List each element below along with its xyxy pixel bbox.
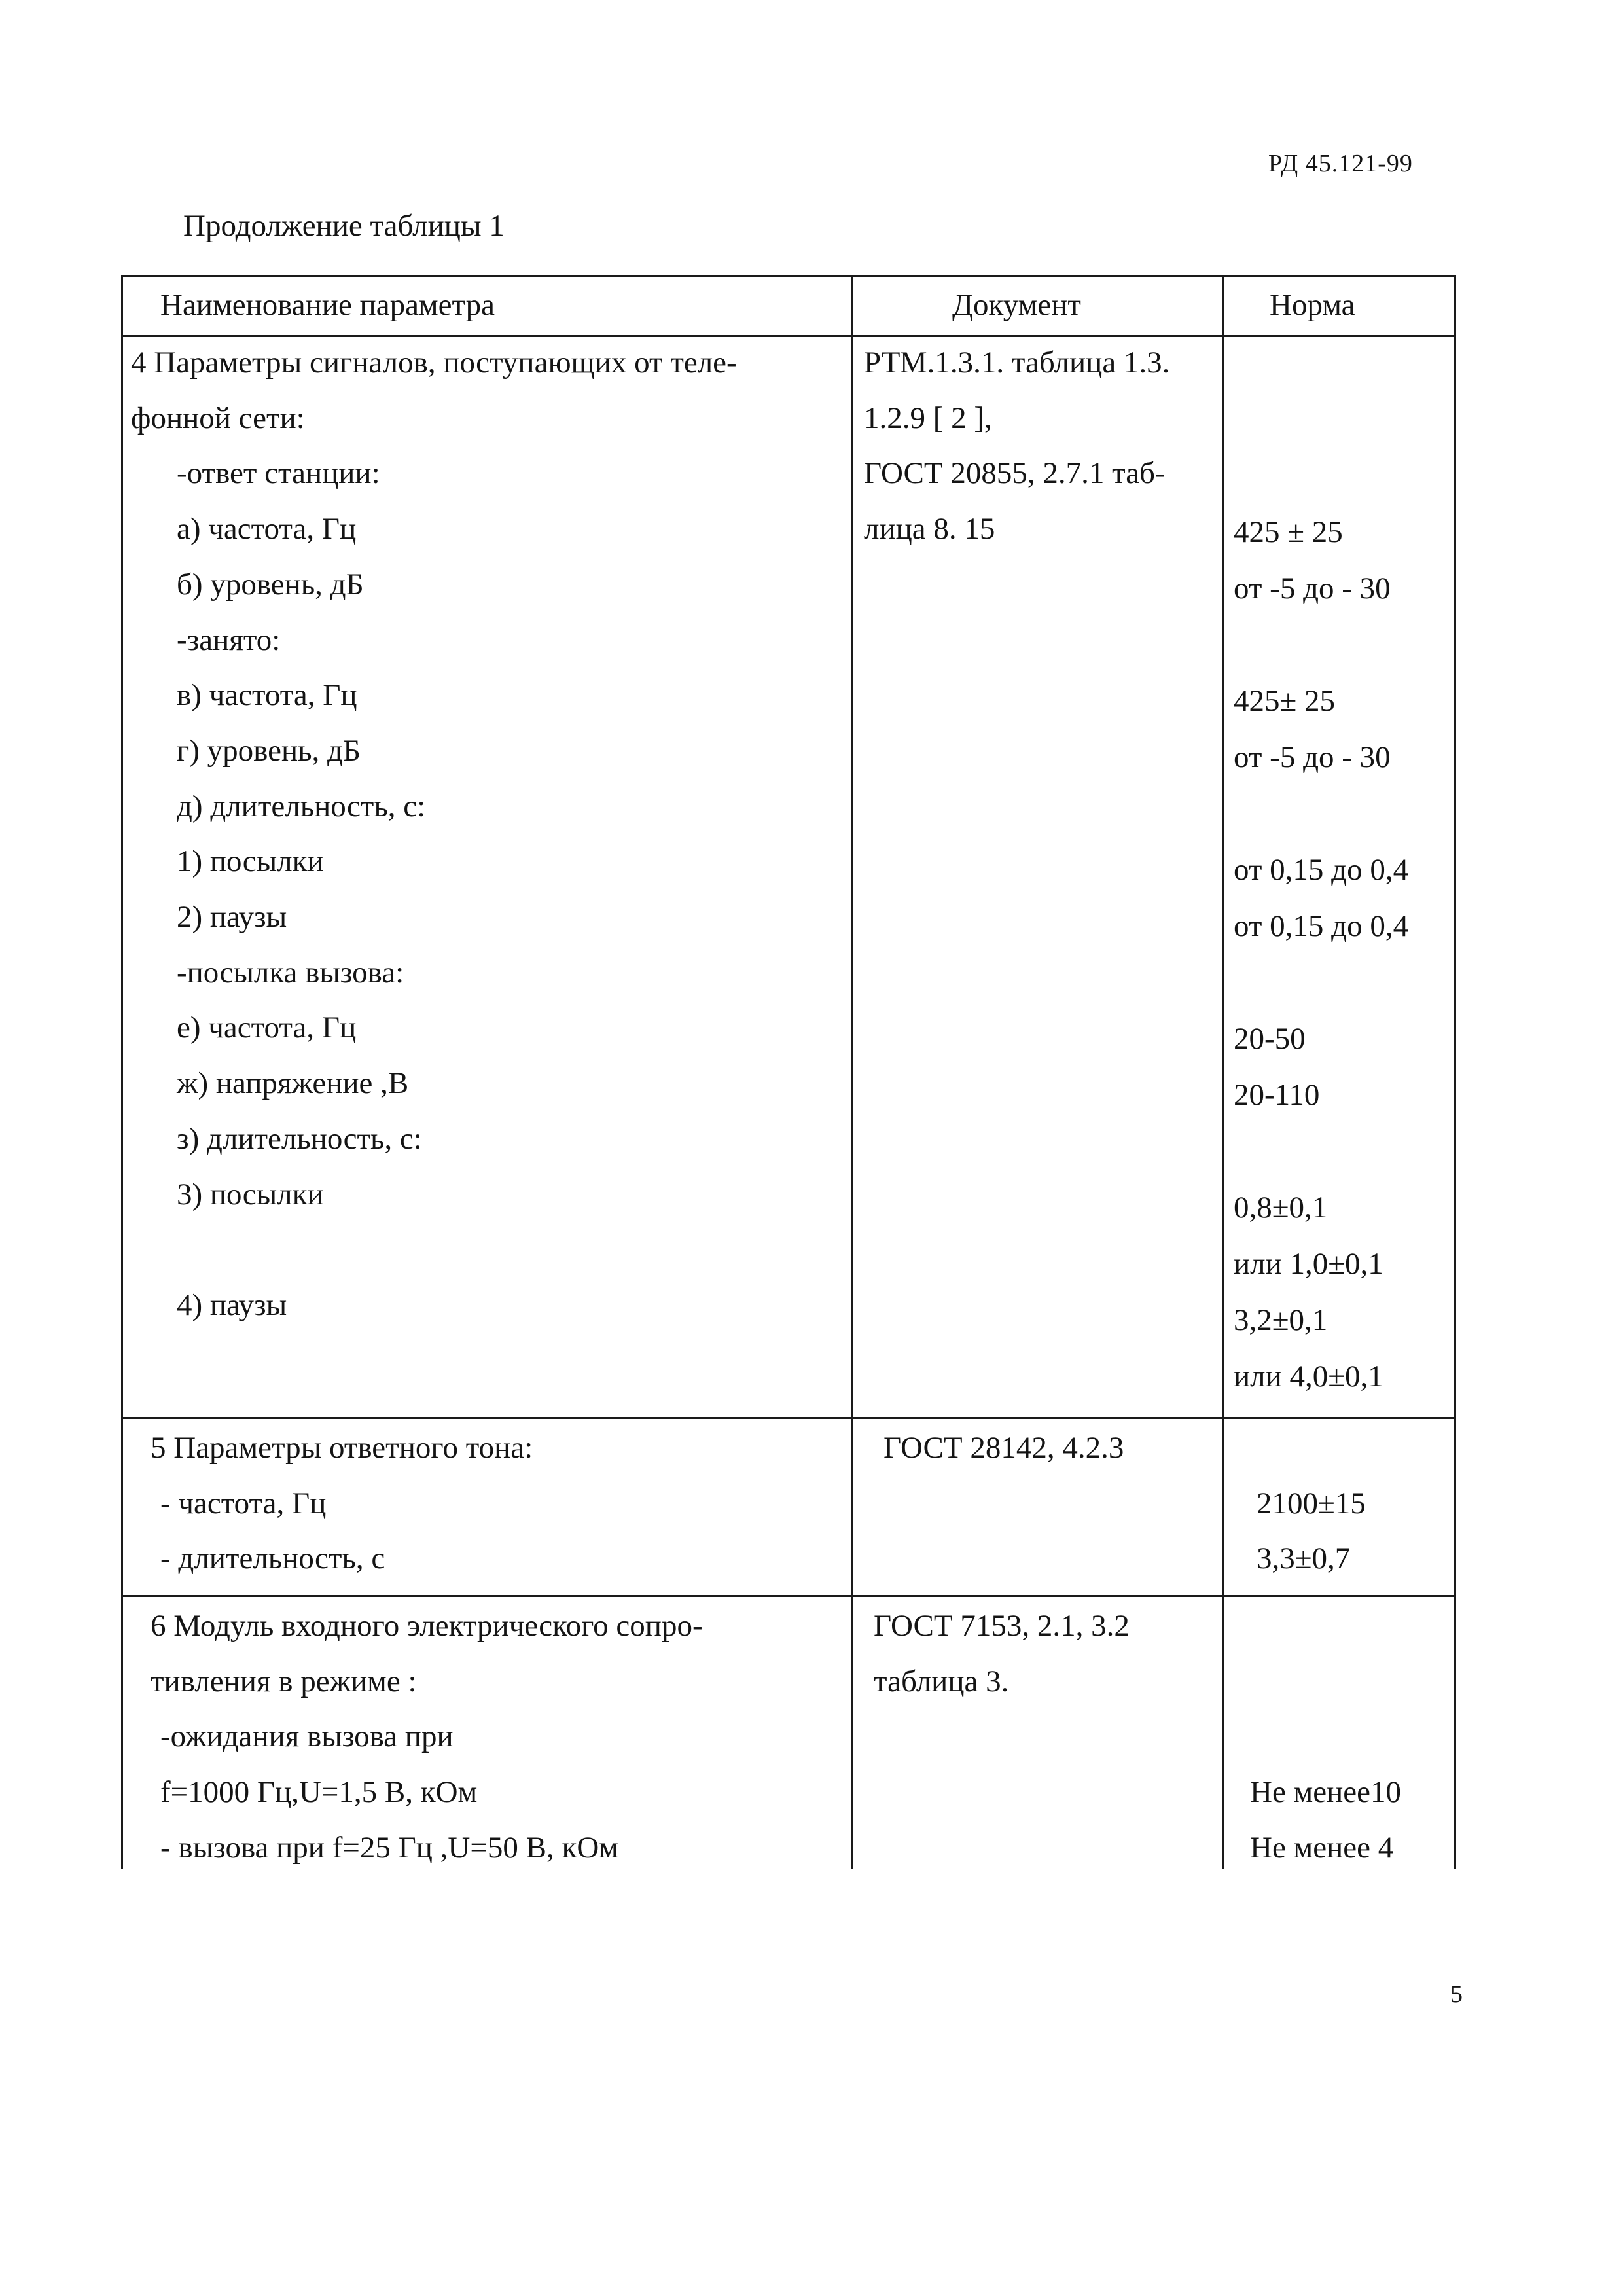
param-line: - вызова при f=25 Гц ,U=50 В, кОм [160,1830,618,1865]
param-line: з) длительность, с: [177,1121,422,1156]
norm-line: от 0,15 до 0,4 [1234,853,1409,887]
param-line: в) частота, Гц [177,678,357,713]
norm-line [1257,1420,1450,1476]
doc-line: таблица 3. [874,1664,1009,1698]
norm-line: 20-110 [1234,1078,1320,1112]
norm-line: от 0,15 до 0,4 [1234,909,1409,943]
column-separator [121,275,123,1869]
norm-line [1234,617,1450,673]
param-line: - частота, Гц [160,1486,327,1520]
document-code: РД 45.121-99 [1268,150,1413,177]
param-line: фонной сети: [131,401,305,435]
norm-cell-5 [1257,1420,1450,1587]
norm-cell-6 [1250,1598,1450,1876]
param-line: 4) паузы [177,1287,287,1322]
norm-line [1234,785,1450,842]
norm-line: или 1,0±0,1 [1234,1247,1383,1281]
column-separator [1222,275,1224,1869]
param-line: 6 Модуль входного электрического сопро- [151,1609,703,1643]
norm-line: Не менее10 [1250,1775,1402,1810]
param-line: 1) посылки [177,844,324,879]
param-line: - длительность, с [160,1541,385,1576]
column-header-parameter: Наименование параметра [160,288,495,322]
param-line: f=1000 Гц,U=1,5 В, кОм [160,1775,478,1810]
column-header-document: Документ [952,288,1081,322]
param-line: е) частота, Гц [177,1011,357,1045]
param-line: ж) напряжение ,В [177,1066,409,1101]
doc-cell-6 [874,1598,1217,1709]
column-separator [851,275,853,1869]
norm-line: Не менее 4 [1250,1830,1394,1865]
norm-line: 425± 25 [1234,684,1336,718]
param-line: д) длительность, с: [177,789,426,823]
norm-line: 2100±15 [1257,1486,1366,1520]
column-separator [1454,275,1456,1869]
doc-line: 1.2.9 [ 2 ], [864,401,992,435]
norm-line [1234,335,1450,391]
table-caption: Продолжение таблицы 1 [183,209,505,243]
norm-line [1250,1654,1450,1710]
norm-line [1250,1709,1450,1765]
norm-line: от -5 до - 30 [1234,571,1391,605]
norm-cell-4 [1234,335,1450,1405]
doc-line: лица 8. 15 [864,512,995,547]
doc-line: ГОСТ 28142, 4.2.3 [883,1431,1124,1465]
param-line: 3) посылки [177,1177,324,1211]
norm-line: или 4,0±0,1 [1234,1359,1383,1393]
norm-line: 425 ± 25 [1234,515,1343,549]
param-line: -ожидания вызова при [160,1719,454,1754]
norm-line [1234,391,1450,448]
norm-line: 20-50 [1234,1022,1306,1056]
param-line: -ответ станции: [177,456,380,491]
doc-line: ГОСТ 20855, 2.7.1 таб- [864,456,1166,491]
doc-line: РТМ.1.3.1. таблица 1.3. [864,346,1170,380]
param-line: г) уровень, дБ [177,733,361,768]
doc-line: ГОСТ 7153, 2.1, 3.2 [874,1609,1130,1643]
norm-line: 3,2±0,1 [1234,1303,1328,1337]
doc-cell-5 [883,1420,1217,1476]
parameters-table [121,275,1456,1869]
param-line: тивления в режиме : [151,1664,417,1698]
param-cell-6 [151,1598,847,1876]
norm-line: от -5 до - 30 [1234,740,1391,774]
param-line: -посылка вызова: [177,955,404,990]
row-separator [121,1417,1456,1419]
norm-line [1250,1598,1450,1654]
norm-line [1234,1123,1450,1179]
norm-line [1234,954,1450,1011]
norm-line [1234,448,1450,504]
norm-line: 0,8±0,1 [1234,1191,1328,1225]
row-separator [121,1595,1456,1597]
page-number: 5 [1450,1981,1463,2008]
param-line: -занято: [177,622,281,657]
param-cell-4 [131,335,847,1333]
param-cell-5 [151,1420,847,1587]
param-line: 5 Параметры ответного тона: [151,1431,533,1465]
param-line [131,1222,847,1278]
param-line: 2) паузы [177,900,287,935]
param-line: б) уровень, дБ [177,567,364,601]
doc-cell-4 [864,335,1217,557]
param-line: а) частота, Гц [177,512,357,547]
column-header-norm: Норма [1270,288,1355,322]
param-line: 4 Параметры сигналов, поступающих от теле- [131,346,737,380]
norm-line: 3,3±0,7 [1257,1541,1351,1576]
